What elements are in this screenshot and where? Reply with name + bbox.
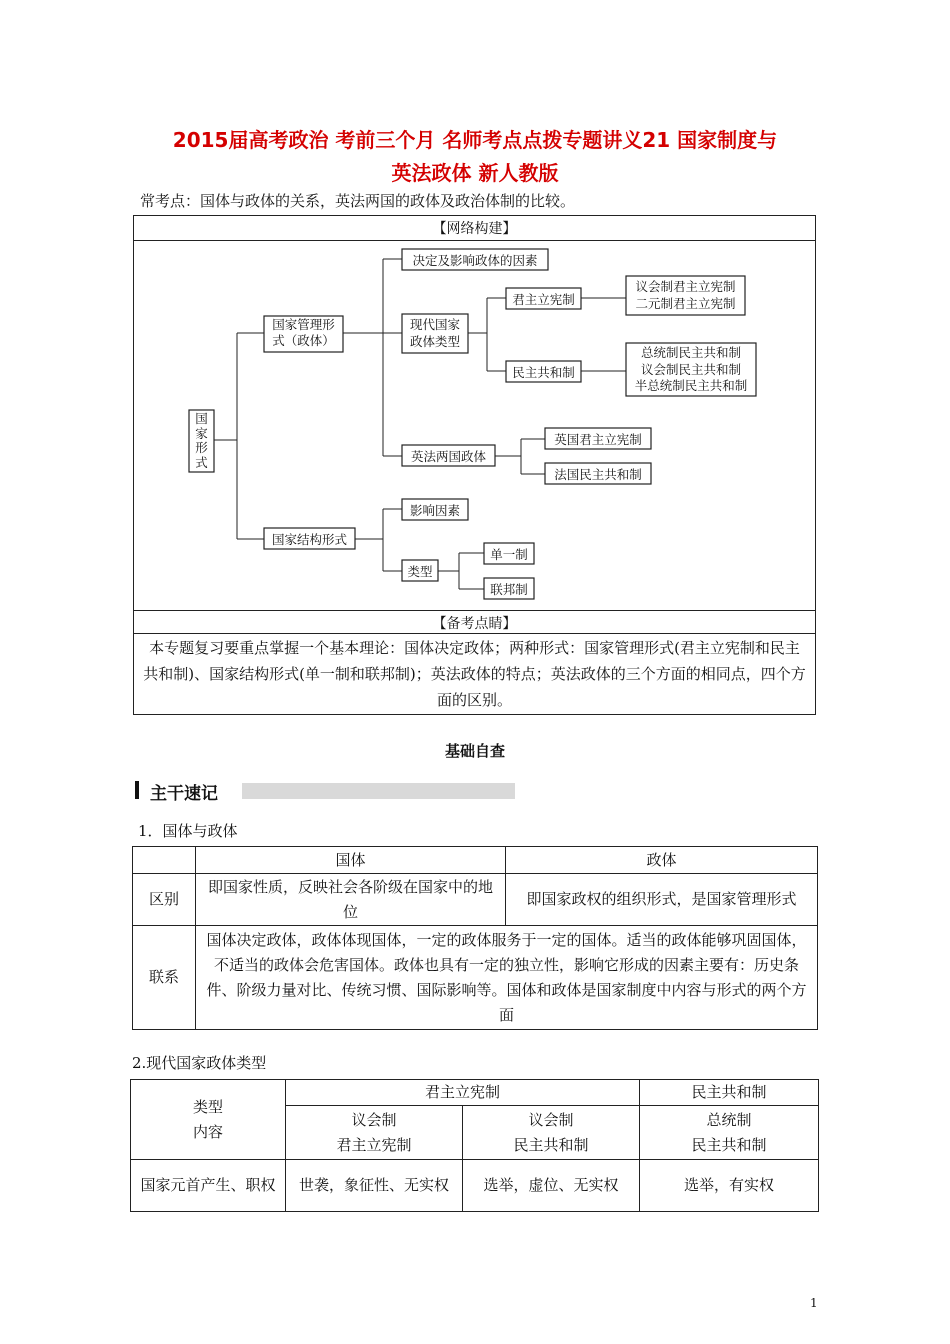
table2-row-head-of-state-label: 国家元首产生、职权: [131, 1160, 286, 1212]
table1-row-link-label: 联系: [133, 926, 196, 1030]
node-uk-france-systems: 英法两国政体: [410, 449, 486, 464]
node-influence-factors: 影响因素: [409, 503, 460, 518]
map-header: 【网络构建】: [432, 221, 517, 237]
node-modern-types-line2: 政体类型: [409, 334, 460, 349]
document-title-line-1: 2015届高考政治 考前三个月 名师考点点拨专题讲义21 国家制度与: [172, 128, 778, 152]
node-government-form-line2: 式（政体）: [272, 333, 335, 348]
table1-row-diff-guoti: 即国家性质，反映社会各阶级在国家中的地位: [196, 874, 506, 926]
section-title: 基础自查: [444, 742, 505, 760]
summary-divider: [134, 633, 815, 634]
node-modern-types: [402, 316, 468, 350]
node-types: 类型: [407, 564, 433, 579]
node-state-structure: 国家结构形式: [271, 532, 347, 547]
node-france-republic: 法国民主共和制: [554, 467, 642, 482]
table1-row-diff-label: 区别: [133, 874, 196, 926]
table-state-nature-vs-form: [132, 846, 818, 1030]
node-presidential-republic: 总统制民主共和制: [640, 345, 741, 360]
node-parliamentary-monarchy: 议会制君主立宪制: [635, 279, 736, 294]
table2-row-head-of-state-c2: 选举，虚位、无实权: [463, 1160, 640, 1212]
node-determining-factors: 决定及影响政体的因素: [412, 253, 538, 268]
table2-sub3-line2: 民主共和制: [691, 1135, 767, 1154]
summary-divider-top: [134, 610, 815, 611]
table2-sub1-line1: 议会制: [351, 1110, 397, 1129]
section-bar-fill: [242, 783, 515, 799]
table2-group-monarchy: 君主立宪制: [286, 1080, 640, 1106]
table1-header-guoti: 国体: [196, 847, 506, 874]
table2-corner-type: 类型: [192, 1097, 223, 1116]
node-federal: 联邦制: [490, 582, 528, 597]
node-unitary: 单一制: [490, 547, 528, 562]
exam-points-intro: 常考点：国体与政体的关系，英法两国的政体及政治体制的比较。: [140, 192, 576, 210]
table1-header-zhengti: 政体: [506, 847, 818, 874]
table1-caption: 1．国体与政体: [138, 822, 238, 840]
table2-row-head-of-state-c3: 选举，有实权: [640, 1160, 819, 1212]
node-state-form: 国家形式: [195, 411, 208, 470]
node-monarchy-subtypes: [626, 278, 745, 312]
table1-row-diff-zhengti: 即国家政权的组织形式，是国家管理形式: [506, 874, 818, 926]
table2-corner: [131, 1080, 286, 1160]
table2-sub2-line1: 议会制: [528, 1110, 574, 1129]
node-constitutional-monarchy: 君主立宪制: [512, 292, 575, 307]
summary-header: 【备考点睛】: [432, 616, 517, 632]
node-parliamentary-republic: 议会制民主共和制: [640, 361, 741, 377]
table2-sub-presidential-republic: [640, 1106, 819, 1160]
section-bar-marker: [135, 781, 139, 799]
section-bar-label: 主干速记: [150, 784, 218, 804]
node-modern-types-line1: 现代国家: [409, 317, 460, 332]
table2-caption: 2.现代国家政体类型: [132, 1054, 267, 1072]
node-dual-monarchy: 二元制君主立宪制: [635, 296, 736, 311]
summary-text: 本专题复习要重点掌握一个基本理论：国体决定政体；两种形式：国家管理形式(君主立宪制和民主共和制)、国家结构形式(单一制和联邦制)；英法政体的特点；英法政体的三个方面的相同点，四个方面的区别。: [143, 639, 806, 709]
table2-row-head-of-state-c1: 世袭，象征性、无实权: [286, 1160, 463, 1212]
node-government-form-line1: 国家管理形: [272, 317, 335, 332]
table2-sub2-line2: 民主共和制: [513, 1135, 589, 1154]
table1-row-link-text: 国体决定政体，政体体现国体，一定的政体服务于一定的国体。适当的政体能够巩固国体，不适当的政体会危害国体。政体也具有一定的独立性，影响它形成的因素主要有：历史条件、阶级力量对比、传统习惯、国际影响等。国体和政体是国家制度中内容与形式的两个方面: [196, 926, 818, 1030]
table1-corner: [133, 847, 196, 874]
table2-sub3-line1: 总统制: [706, 1110, 752, 1129]
knowledge-map-box: [133, 215, 816, 715]
node-uk-monarchy: 英国君主立宪制: [554, 432, 642, 447]
table2-corner-content: 内容: [192, 1122, 223, 1141]
page-number: 1: [810, 1296, 818, 1310]
node-republic-subtypes: [626, 345, 756, 395]
table2-group-republic: 民主共和制: [640, 1080, 819, 1106]
document-title-line-2: 英法政体 新人教版: [391, 161, 559, 185]
table2-sub1-line2: 君主立宪制: [336, 1135, 412, 1154]
table2-sub-parliamentary-monarchy: [286, 1106, 463, 1160]
table-modern-government-types: [130, 1079, 819, 1212]
node-semi-presidential-republic: 半总统制民主共和制: [634, 378, 748, 393]
node-democratic-republic: 民主共和制: [512, 365, 575, 380]
node-government-form: [264, 317, 343, 349]
table2-sub-parliamentary-republic: [463, 1106, 640, 1160]
